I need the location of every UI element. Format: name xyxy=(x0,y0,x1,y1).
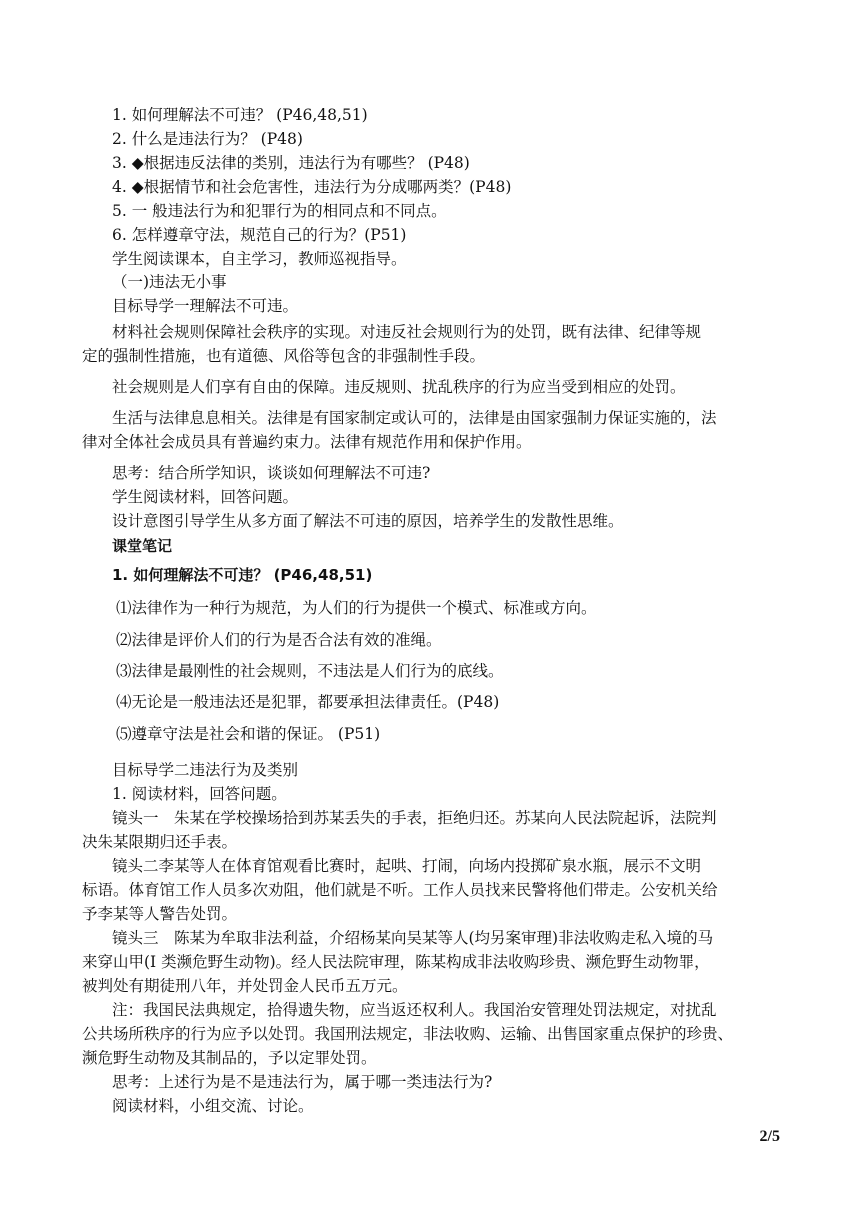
material-paragraph-1-cont: 定的强制性措施，也有道德、风俗等包含的非强制性手段。 xyxy=(82,347,486,365)
goal-two: 目标导学二违法行为及类别 xyxy=(112,761,299,779)
shot-two-cont-2: 予李某等人警告处罚。 xyxy=(82,905,238,923)
material-paragraph-1: 材料社会规则保障社会秩序的实现。对违反社会规则行为的处罚，既有法律、纪律等规 xyxy=(112,323,702,341)
section-heading: （一)违法无小事 xyxy=(112,273,227,291)
shot-three-cont-2: 被判处有期徒刑八年，并处罚金人民币五万元。 xyxy=(82,977,408,995)
legal-note-cont-1: 公共场所秩序的行为应予以处罚。我国刑法规定，非法收购、运输、出售国家重点保护的珍贵、 xyxy=(82,1025,734,1043)
read-instruction: 1. 阅读材料，回答问题。 xyxy=(112,785,287,803)
question-6: 6. 怎样遵章守法，规范自己的行为？(P51) xyxy=(112,226,407,244)
think-two: 思考：上述行为是不是违法行为，属于哪一类违法行为? xyxy=(112,1073,493,1091)
self-study-note: 学生阅读课本，自主学习，教师巡视指导。 xyxy=(112,250,407,268)
shot-three-cont-1: 来穿山甲(I 类濒危野生动物)。经人民法院审理，陈某构成非法收购珍贵、濒危野生动物罪， xyxy=(82,953,710,971)
notes-title: 课堂笔记 xyxy=(112,537,173,555)
question-2: 2. 什么是违法行为？ (P48) xyxy=(112,130,303,148)
notes-item-4: ⑷无论是一般违法还是犯罪，都要承担法律责任。(P48) xyxy=(116,693,500,711)
shot-one-cont: 决朱某限期归还手表。 xyxy=(82,833,238,851)
legal-note: 注：我国民法典规定，拾得遗失物，应当返还权利人。我国治安管理处罚法规定，对扰乱 xyxy=(112,1001,717,1019)
question-1: 1. 如何理解法不可违？ (P46,48,51) xyxy=(112,106,368,124)
question-3: 3. ◆根据违反法律的类别，违法行为有哪些？ (P48) xyxy=(112,154,470,172)
material-paragraph-3: 生活与法律息息相关。法律是有国家制定或认可的，法律是由国家强制力保证实施的，法 xyxy=(112,409,717,427)
shot-two: 镜头二李某等人在体育馆观看比赛时，起哄、打闹，向场内投掷矿泉水瓶，展示不文明 xyxy=(112,857,702,875)
think-one: 思考：结合所学知识，谈谈如何理解法不可违? xyxy=(112,464,431,482)
notes-item-1: ⑴法律作为一种行为规范，为人们的行为提供一个模式、标准或方向。 xyxy=(116,599,597,617)
notes-item-5: ⑸遵章守法是社会和谐的保证。 (P51) xyxy=(116,725,381,743)
question-4: 4. ◆根据情节和社会危害性，违法行为分成哪两类？(P48) xyxy=(112,178,512,196)
design-intent: 设计意图引导学生从多方面了解法不可违的原因，培养学生的发散性思维。 xyxy=(112,512,624,530)
material-paragraph-2: 社会规则是人们享有自由的保障。违反规则、扰乱秩序的行为应当受到相应的处罚。 xyxy=(112,378,686,396)
shot-two-cont-1: 标语。体育馆工作人员多次劝阻，他们就是不听。工作人员找来民警将他们带走。公安机关给 xyxy=(82,881,718,899)
shot-three: 镜头三 陈某为牟取非法利益，介绍杨某向吴某等人(均另案审理)非法收购走私入境的马 xyxy=(112,929,714,947)
notes-item-3: ⑶法律是最刚性的社会规则，不违法是人们行为的底线。 xyxy=(116,662,504,680)
goal-one: 目标导学一理解法不可违。 xyxy=(112,297,299,315)
material-paragraph-3-cont: 律对全体社会成员具有普遍约束力。法律有规范作用和保护作用。 xyxy=(82,433,532,451)
legal-note-cont-2: 濒危野生动物及其制品的，予以定罪处罚。 xyxy=(82,1049,377,1067)
question-5: 5. 一 般违法行为和犯罪行为的相同点和不同点。 xyxy=(112,202,447,220)
shot-one: 镜头一 朱某在学校操场拾到苏某丢失的手表，拒绝归还。苏某向人民法院起诉，法院判 xyxy=(112,809,717,827)
page-number: 2/5 xyxy=(759,1128,780,1145)
discussion-note: 阅读材料，小组交流、讨论。 xyxy=(112,1097,314,1115)
notes-question: 1. 如何理解法不可违？ (P46,48,51) xyxy=(112,566,373,584)
answer-one: 学生阅读材料，回答问题。 xyxy=(112,488,299,506)
notes-item-2: ⑵法律是评价人们的行为是否合法有效的准绳。 xyxy=(116,631,442,649)
